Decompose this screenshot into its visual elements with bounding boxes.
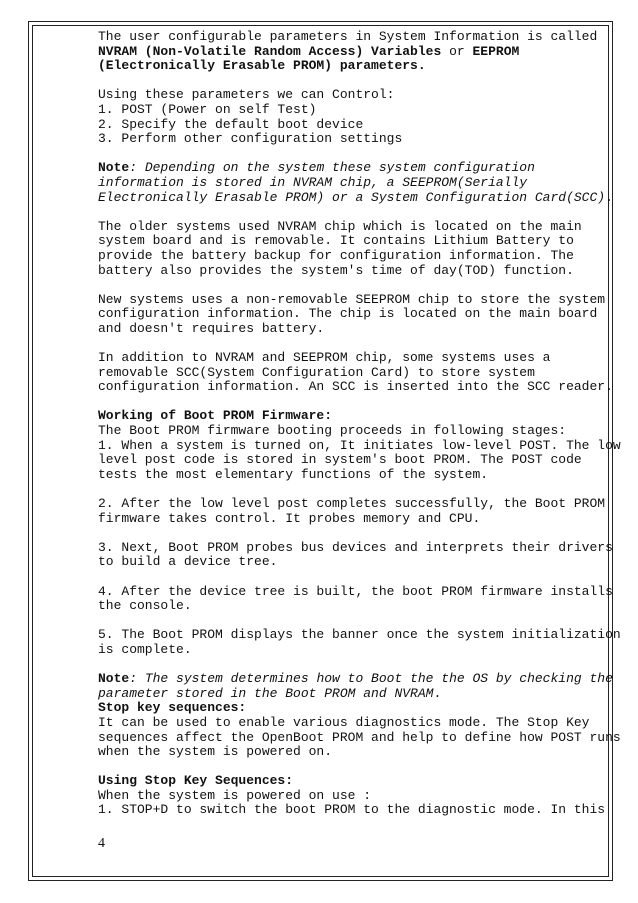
text-line: The older systems used NVRAM chip which is located on the main xyxy=(98,218,582,234)
note-storage xyxy=(98,161,618,205)
text-line: 5. The Boot PROM displays the banner once the system initialization xyxy=(98,627,621,643)
note-boot-os xyxy=(98,672,618,701)
section-heading: Using Stop Key Sequences: xyxy=(98,773,294,789)
text-line: firmware takes control. It probes memory and CPU. xyxy=(98,510,481,526)
text-line: 4. After the device tree is built, the boot PROM firmware installs xyxy=(98,583,613,599)
eeprom-term-expansion: (Electronically Erasable PROM) parameters. xyxy=(98,58,426,74)
document-body xyxy=(98,29,621,818)
text-line: information is stored in NVRAM chip, a SEEPROM(Serially xyxy=(98,174,528,190)
text-line: the console. xyxy=(98,598,192,614)
text-line: removable SCC(System Configuration Card) to store system xyxy=(98,364,535,380)
text-line: It can be used to enable various diagnostics mode. The Stop Key xyxy=(98,714,590,730)
text-line: to build a device tree. xyxy=(98,554,278,570)
text-line: 1. STOP+D to switch the boot PROM to the diagnostic mode. In this xyxy=(98,802,606,818)
text-line: . xyxy=(605,189,613,205)
page-number: 4 xyxy=(98,836,105,851)
list-item: 2. Specify the default boot device xyxy=(98,116,364,132)
text-line: tests the most elementary functions of the system. xyxy=(98,466,489,482)
text-line: level post code is stored in system's boot PROM. The POST code xyxy=(98,452,582,468)
text-line: Electronically Erasable PROM) or a System Configuration Card(SCC) xyxy=(98,189,606,205)
note-label: Note xyxy=(98,160,130,176)
text-line: configuration information. An SCC is inserted into the SCC reader. xyxy=(98,379,613,395)
section-heading: Working of Boot PROM Firmware: xyxy=(98,408,333,424)
text-line: The user configurable parameters in System Information is called xyxy=(98,29,598,44)
text-line: provide the battery backup for configuration information. The xyxy=(98,247,574,263)
text-line: Using these parameters we can Control: xyxy=(98,87,395,103)
text-line: When the system is powered on use : xyxy=(98,787,372,803)
nvram-term: NVRAM (Non-Volatile Random Access) Variables xyxy=(98,43,442,59)
section-using-stop-key xyxy=(98,774,618,818)
text-line: New systems uses a non-removable SEEPROM chip to store the system xyxy=(98,291,606,307)
paragraph-scc xyxy=(98,351,618,395)
eeprom-term: EEPROM xyxy=(472,43,520,59)
section-stop-key xyxy=(98,700,621,760)
text-line: : Depending on the system these system configuration xyxy=(129,160,535,176)
paragraph-nvram xyxy=(98,220,618,278)
stage-3 xyxy=(98,541,618,570)
text-line: battery also provides the system's time of day(TOD) function. xyxy=(98,262,574,278)
stage-2 xyxy=(98,497,618,526)
text-line: configuration information. The chip is located on the main board xyxy=(98,306,598,322)
note-label: Note xyxy=(98,671,130,687)
paragraph-control-list xyxy=(98,88,618,146)
text-line: parameter stored in the Boot PROM and NVRAM xyxy=(98,685,434,701)
text-line: when the system is powered on. xyxy=(98,744,333,760)
text-line: sequences affect the OpenBoot PROM and help to define how POST runs xyxy=(98,729,621,745)
stage-4 xyxy=(98,585,618,614)
text-line: : The system determines how to Boot the the OS by checking the xyxy=(129,671,613,687)
text-line: or xyxy=(441,43,473,59)
text-line: 2. After the low level post completes successfully, the Boot PROM xyxy=(98,496,606,511)
stage-5 xyxy=(98,627,621,657)
text-line: is complete. xyxy=(98,641,192,657)
text-line: 3. Next, Boot PROM probes bus devices and interprets their drivers xyxy=(98,539,613,555)
paragraph-seeprom xyxy=(98,293,618,337)
text-line: system board and is removable. It contains Lithium Battery to xyxy=(98,233,574,249)
text-line: and doesn't requires battery. xyxy=(98,320,325,336)
list-item: 1. POST (Power on self Test) xyxy=(98,101,317,117)
section-heading: Stop key sequences: xyxy=(98,700,247,716)
paragraph-intro xyxy=(98,30,618,74)
text-line: . xyxy=(433,685,442,701)
text-line: The Boot PROM firmware booting proceeds in following stages: xyxy=(98,423,567,439)
section-boot-prom xyxy=(98,408,621,482)
text-line: In addition to NVRAM and SEEPROM chip, some systems uses a xyxy=(98,350,551,366)
list-item: 3. Perform other configuration settings xyxy=(98,131,403,147)
text-line: 1. When a system is turned on, It initiates low-level POST. The low xyxy=(98,437,621,453)
